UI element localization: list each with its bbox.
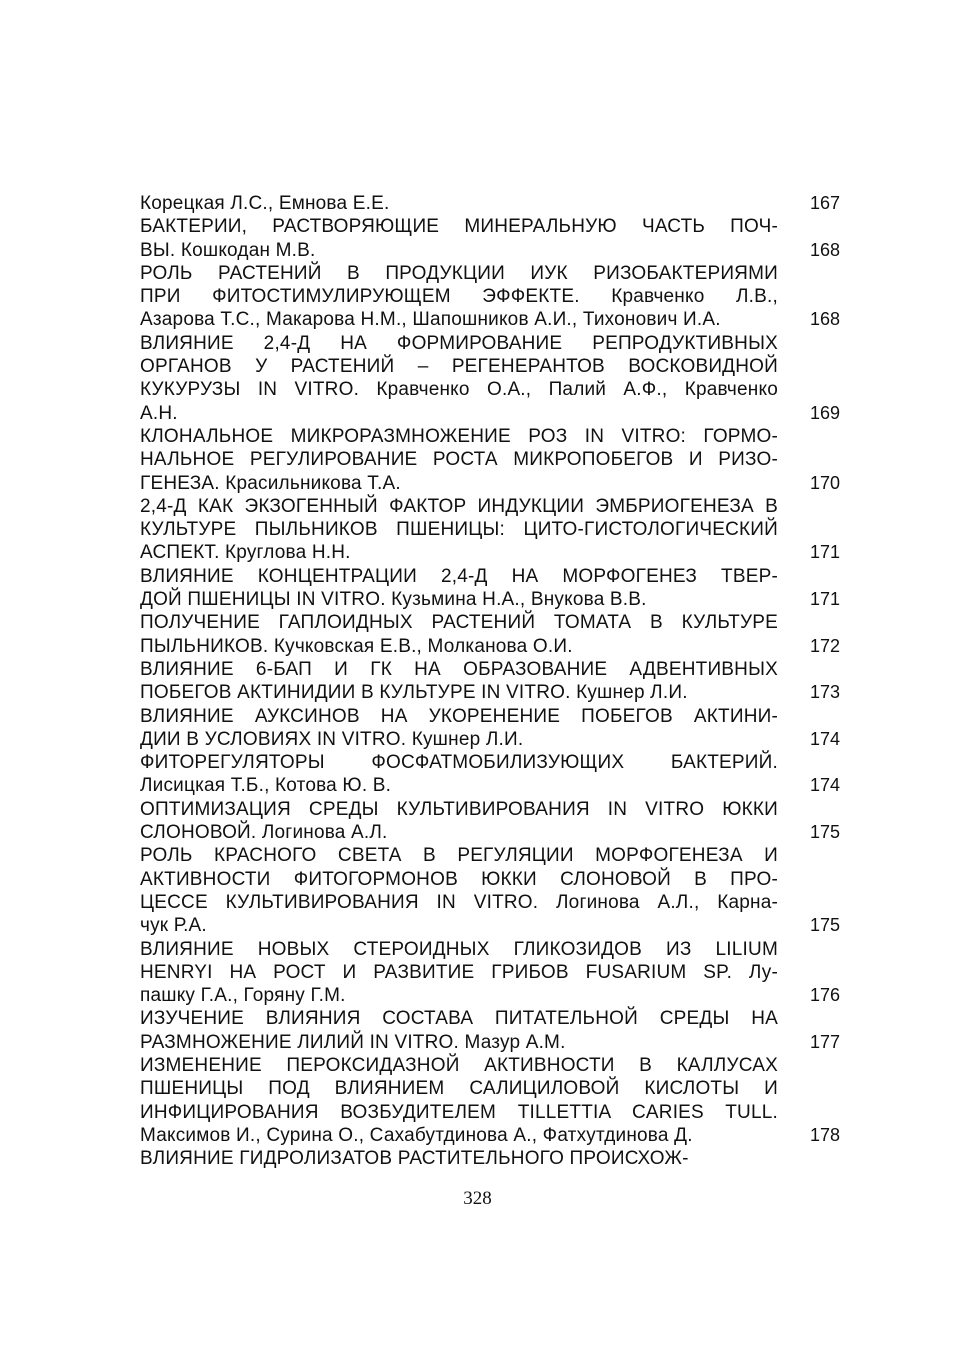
page-number: 328 (463, 1188, 492, 1209)
toc-entry (140, 332, 840, 425)
entry-line: БАКТЕРИИ, РАСТВОРЯЮЩИЕ МИНЕРАЛЬНУЮ ЧАСТЬ ПОЧ- (140, 216, 778, 238)
entry-line: РОЛЬ РАСТЕНИЙ В ПРОДУКЦИИ ИУК РИЗОБАКТЕРИЯМИ (140, 262, 778, 284)
toc-entry (140, 658, 840, 705)
entry-line: пашку Г.А., Горяну Г.М. (140, 985, 346, 1007)
entry-line: ПОБЕГОВ АКТИНИДИИ В КУЛЬТУРЕ IN VITRO. Кушнер Л.И. (140, 682, 688, 704)
entry-text (140, 495, 778, 565)
entry-page-number (788, 1147, 840, 1170)
table-of-contents (140, 192, 840, 1170)
entry-line: ИЗУЧЕНИЕ ВЛИЯНИЯ СОСТАВА ПИТАТЕЛЬНОЙ СРЕДЫ НА (140, 1008, 778, 1030)
toc-entry (140, 705, 840, 752)
entry-line: ОРГАНОВ У РАСТЕНИЙ – РЕГЕНЕРАНТОВ ВОСКОВИДНОЙ (140, 356, 778, 378)
entry-line: ВЛИЯНИЕ 6-БАП И ГК НА ОБРАЗОВАНИЕ АДВЕНТИВНЫХ (140, 658, 778, 680)
entry-line: А.Н. (140, 402, 178, 424)
entry-line: HENRYI НА РОСТ И РАЗВИТИЕ ГРИБОВ FUSARIUM SP. Лу- (140, 961, 778, 983)
entry-page-number: 178 (809, 1124, 840, 1145)
entry-page-number: 176 (809, 985, 840, 1006)
entry-line: НАЛЬНОЕ РЕГУЛИРОВАНИЕ РОСТА МИКРОПОБЕГОВ И РИЗО- (140, 449, 778, 471)
entry-text (140, 215, 778, 262)
entry-line: ОПТИМИЗАЦИЯ СРЕДЫ КУЛЬТИВИРОВАНИЯ IN VITRO ЮККИ (140, 798, 778, 820)
entry-line: 2,4-Д КАК ЭКЗОГЕННЫЙ ФАКТОР ИНДУКЦИИ ЭМБРИОГЕНЕЗА В (140, 495, 778, 517)
toc-entry (140, 495, 840, 565)
entry-line: ИНФИЦИРОВАНИЯ ВОЗБУДИТЕЛЕМ TILLETTIA CARIES TULL. (140, 1101, 778, 1123)
entry-page-number: 171 (809, 542, 840, 563)
toc-entry (140, 192, 840, 215)
entry-line: Лисицкая Т.Б., Котова Ю. В. (140, 775, 392, 797)
entry-page-number: 175 (809, 822, 840, 843)
entry-line: ДИИ В УСЛОВИЯХ IN VITRO. Кушнер Л.И. (140, 728, 524, 750)
entry-line: ПРИ ФИТОСТИМУЛИРУЮЩЕМ ЭФФЕКТЕ. Кравченко Л.В., (140, 286, 778, 308)
toc-entry (140, 938, 840, 1008)
entry-line: СЛОНОВОЙ. Логинова А.Л. (140, 822, 388, 844)
entry-line: КЛОНАЛЬНОЕ МИКРОРАЗМНОЖЕНИЕ РОЗ IN VITRO: ГОРМО- (140, 425, 778, 447)
toc-entry (140, 844, 840, 937)
entry-line: ИЗМЕНЕНИЕ ПЕРОКСИДАЗНОЙ АКТИВНОСТИ В КАЛЛУСАХ (140, 1054, 778, 1076)
entry-text (140, 262, 778, 332)
entry-text (140, 844, 778, 937)
entry-line: ВЛИЯНИЕ ГИДРОЛИЗАТОВ РАСТИТЕЛЬНОГО ПРОИСХОЖ- (140, 1148, 689, 1170)
entry-text (140, 192, 778, 215)
entry-text (140, 1054, 778, 1147)
entry-page-number: 175 (809, 915, 840, 936)
toc-entry (140, 798, 840, 845)
entry-line: РОЛЬ КРАСНОГО СВЕТА В РЕГУЛЯЦИИ МОРФОГЕНЕЗА И (140, 845, 778, 867)
entry-text (140, 611, 778, 658)
entry-line: ВЛИЯНИЕ КОНЦЕНТРАЦИИ 2,4-Д НА МОРФОГЕНЕЗ ТВЕР- (140, 565, 778, 587)
entry-page-number: 167 (809, 193, 840, 213)
entry-page-number: 172 (809, 635, 840, 656)
toc-entry (140, 1054, 840, 1147)
entry-text (140, 425, 778, 495)
toc-entry (140, 611, 840, 658)
entry-page-number: 174 (809, 775, 840, 796)
entry-line: ФИТОРЕГУЛЯТОРЫ ФОСФАТМОБИЛИЗУЮЩИХ БАКТЕРИЙ. (140, 752, 778, 774)
entry-text (140, 658, 778, 705)
entry-page-number: 173 (809, 682, 840, 703)
entry-page-number: 174 (809, 728, 840, 749)
entry-text (140, 751, 778, 798)
entry-line: ВЛИЯНИЕ 2,4-Д НА ФОРМИРОВАНИЕ РЕПРОДУКТИВНЫХ (140, 332, 778, 354)
entry-page-number: 170 (809, 472, 840, 493)
entry-line: ВЛИЯНИЕ АУКСИНОВ НА УКОРЕНЕНИЕ ПОБЕГОВ АКТИНИ- (140, 705, 778, 727)
toc-entry (140, 215, 840, 262)
entry-text (140, 1147, 778, 1170)
entry-page-number: 177 (809, 1031, 840, 1052)
toc-entry (140, 565, 840, 612)
entry-text (140, 1007, 778, 1054)
entry-line: чук Р.А. (140, 915, 207, 937)
toc-entry (140, 1147, 840, 1170)
entry-line: ГЕНЕЗА. Красильникова Т.А. (140, 472, 401, 494)
entry-line: ПШЕНИЦЫ ПОД ВЛИЯНИЕМ САЛИЦИЛОВОЙ КИСЛОТЫ И (140, 1078, 778, 1100)
entry-line: РАЗМНОЖЕНИЕ ЛИЛИЙ IN VITRO. Мазур А.М. (140, 1031, 566, 1053)
entry-text (140, 565, 778, 612)
entry-page-number: 168 (809, 309, 840, 330)
entry-line: Азарова Т.С., Макарова Н.М., Шапошников А.И., Тихонович И.А. (140, 309, 721, 331)
entry-page-number: 168 (809, 239, 840, 260)
toc-entry (140, 262, 840, 332)
entry-line: ПОЛУЧЕНИЕ ГАПЛОИДНЫХ РАСТЕНИЙ ТОМАТА В КУЛЬТУРЕ (140, 612, 778, 634)
entry-line: КУКУРУЗЫ IN VITRO. Кравченко О.А., Палий А.Ф., Кравченко (140, 379, 778, 401)
entry-line: Корецкая Л.С., Емнова Е.Е. (140, 193, 390, 214)
entry-text (140, 705, 778, 752)
entry-line: КУЛЬТУРЕ ПЫЛЬНИКОВ ПШЕНИЦЫ: ЦИТО-ГИСТОЛОГИЧЕСКИЙ (140, 519, 778, 541)
entry-line: АКТИВНОСТИ ФИТОГОРМОНОВ ЮККИ СЛОНОВОЙ В ПРО- (140, 868, 778, 890)
entry-page-number: 169 (809, 402, 840, 423)
entry-text (140, 938, 778, 1008)
entry-text (140, 798, 778, 845)
entry-line: ПЫЛЬНИКОВ. Кучковская Е.В., Молканова О.И. (140, 635, 573, 657)
entry-page-number: 171 (809, 589, 840, 610)
entry-line: ВЫ. Кошкодан М.В. (140, 239, 316, 261)
toc-entry (140, 425, 840, 495)
toc-entry (140, 1007, 840, 1054)
entry-line: Максимов И., Сурина О., Сахабутдинова А., Фатхутдинова Д. (140, 1124, 693, 1146)
entry-text (140, 332, 778, 425)
entry-line: ЦЕССЕ КУЛЬТИВИРОВАНИЯ IN VITRO. Логинова А.Л., Карна- (140, 891, 778, 913)
entry-line: ВЛИЯНИЕ НОВЫХ СТЕРОИДНЫХ ГЛИКОЗИДОВ ИЗ LILIUM (140, 938, 778, 960)
entry-line: ДОЙ ПШЕНИЦЫ IN VITRO. Кузьмина Н.А., Внукова В.В. (140, 589, 647, 611)
entry-line: АСПЕКТ. Круглова Н.Н. (140, 542, 351, 564)
toc-entry (140, 751, 840, 798)
